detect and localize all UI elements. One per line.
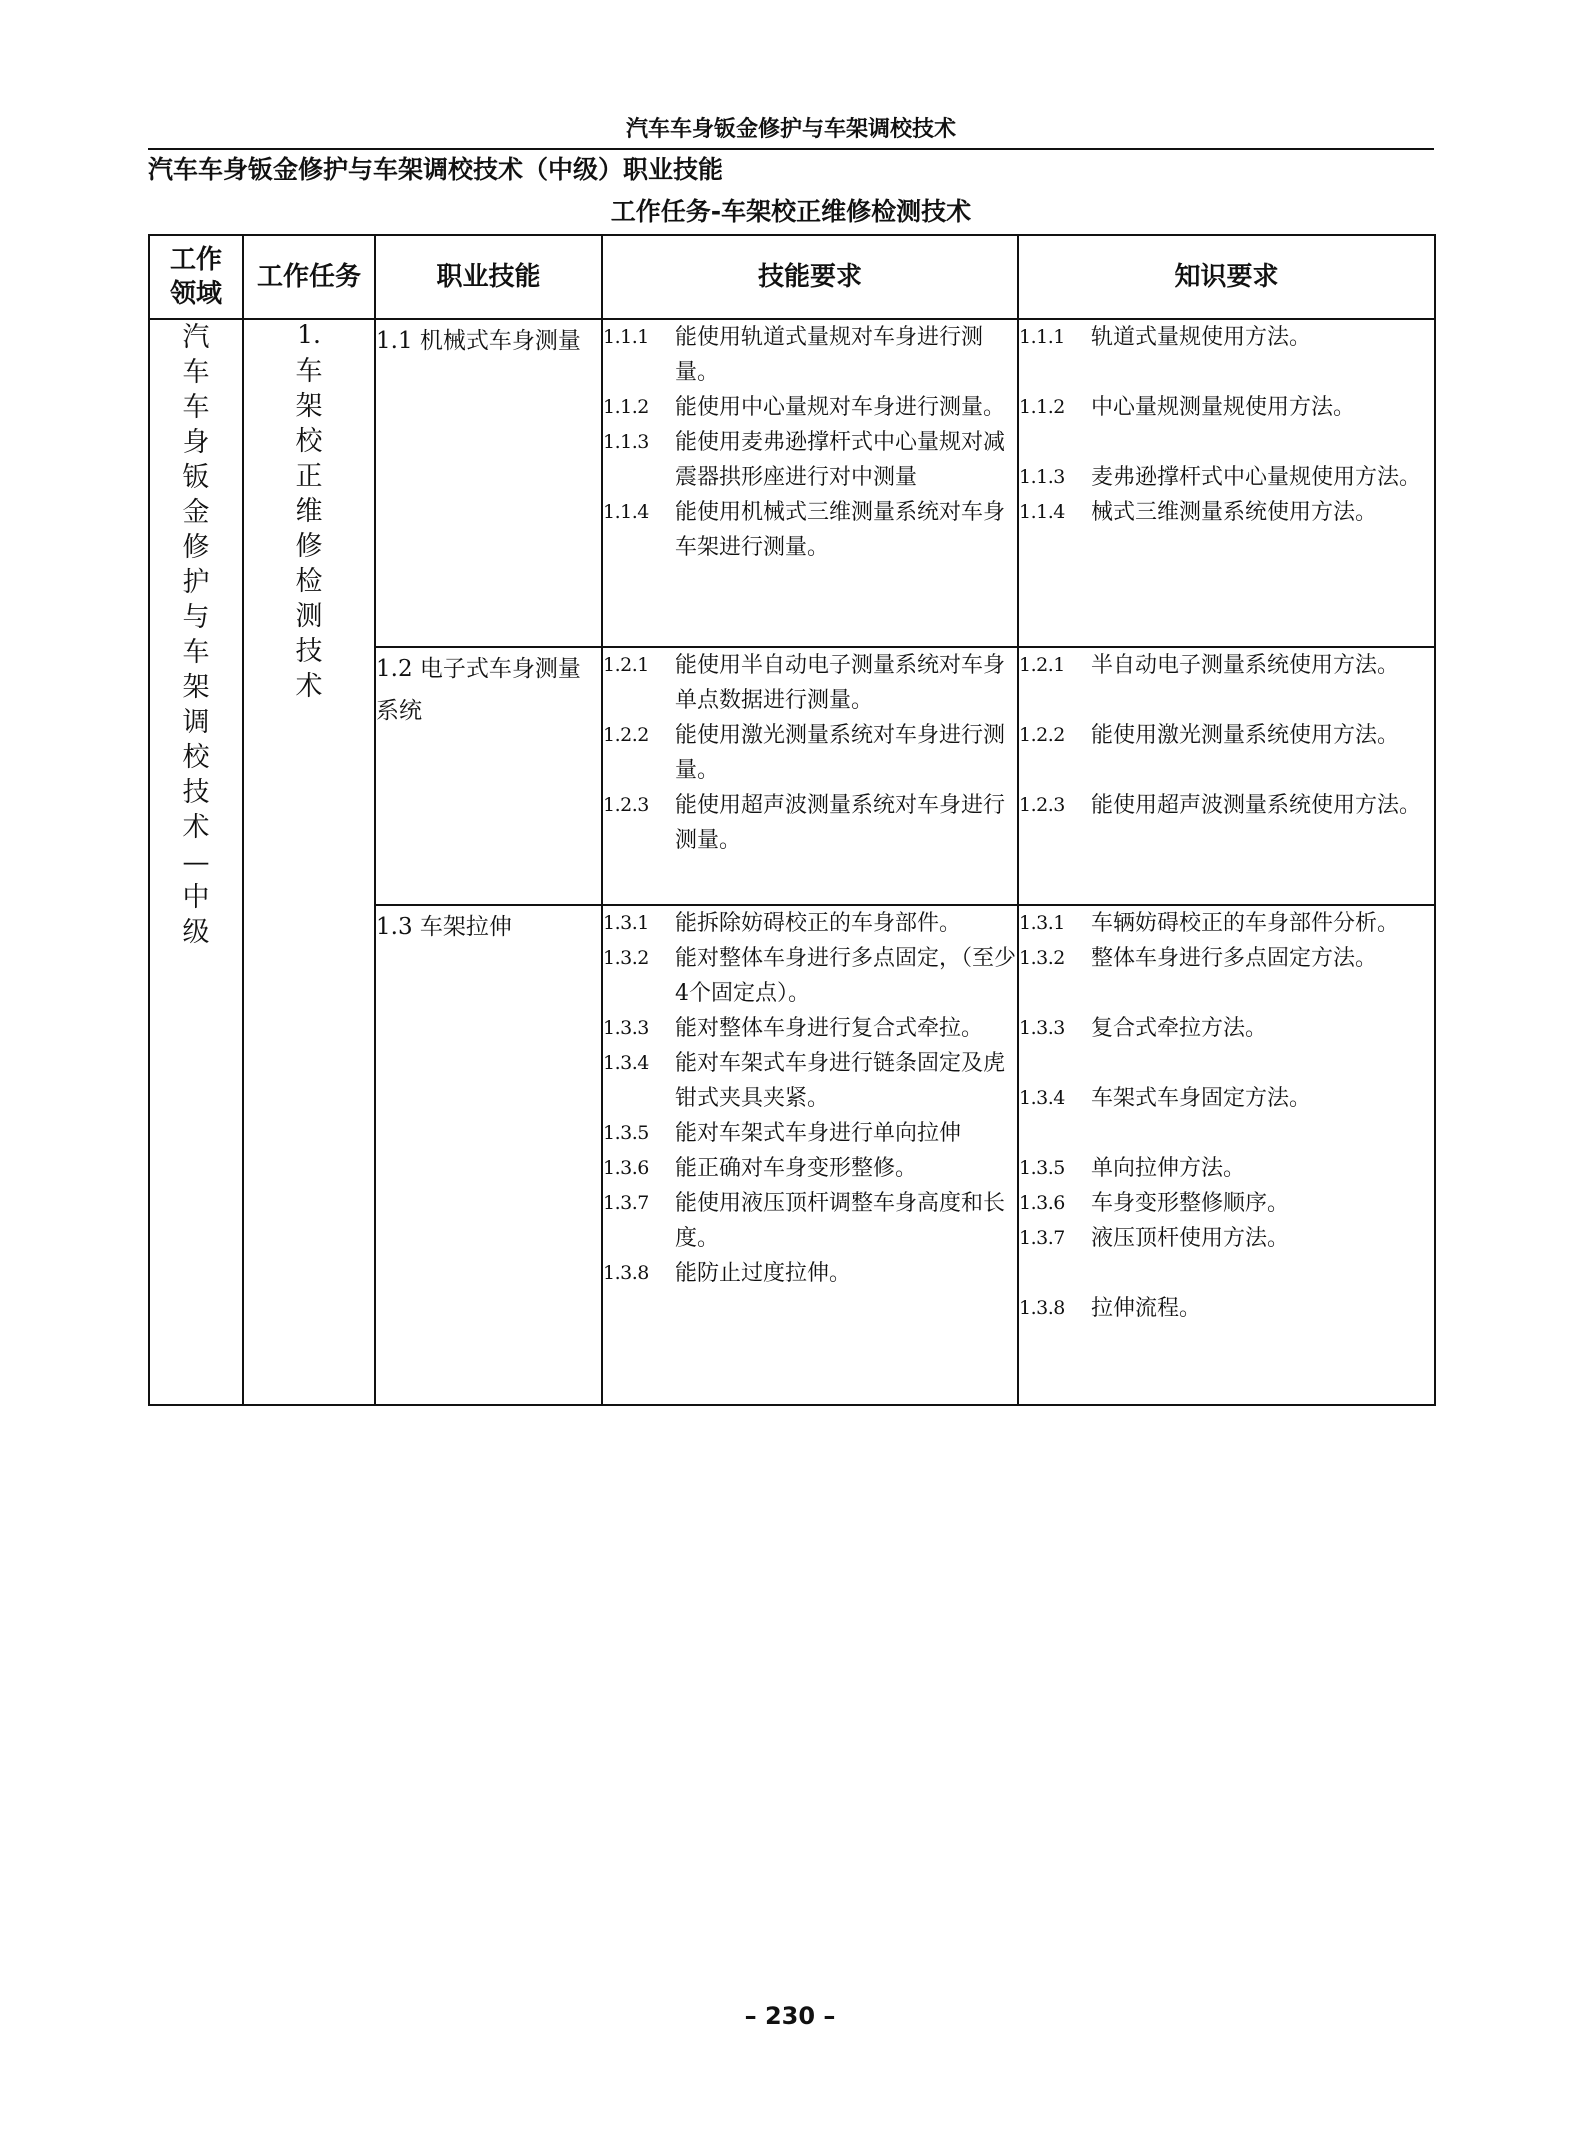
- list-item: 1.3.8 能防止过度拉伸。: [603, 1261, 852, 1286]
- list-item: 1.1.4 能使用机械式三维测量系统对车身车架进行测量。: [603, 500, 1006, 560]
- list-item: 1.1.4 械式三维测量系统使用方法。: [1019, 500, 1378, 525]
- list-item: 1.2.3 能使用超声波测量系统对车身进行测量。: [603, 793, 1006, 853]
- table-caption: 工作任务-车架校正维修检测技术: [610, 197, 972, 226]
- knowledge-cell: [1018, 905, 1435, 1405]
- list-item: 1.3.6 车身变形整修顺序。: [1019, 1191, 1290, 1216]
- list-item: 1.3.2 能对整体车身进行多点固定，（至少4个固定点）。: [603, 946, 1017, 1006]
- knowledge-cell: [1018, 647, 1435, 905]
- work-domain-text: 汽车车身钣金修护与车架调校技术—中级: [182, 322, 210, 948]
- skill-code: 1.3: [376, 914, 413, 940]
- list-item: 1.1.1 轨道式量规使用方法。: [1019, 325, 1312, 350]
- list-item: 1.2.2 能使用激光测量系统对车身进行测量。: [603, 723, 1006, 783]
- list-item: 1.2.3 能使用超声波测量系统使用方法。: [1019, 793, 1422, 818]
- list-item: 1.3.5 能对车架式车身进行单向拉伸: [603, 1121, 962, 1146]
- skill-code: 1.1: [376, 328, 413, 354]
- skill-name: 电子式车身测量系统: [376, 656, 581, 724]
- list-item: 1.3.3 能对整体车身进行复合式牵拉。: [603, 1016, 984, 1041]
- skill-cell: [375, 647, 602, 905]
- list-item: 1.2.1 能使用半自动电子测量系统对车身单点数据进行测量。: [603, 653, 1006, 713]
- list-item: 1.3.4 车架式车身固定方法。: [1019, 1086, 1312, 1111]
- header-knowledge-requirements: 知识要求: [1018, 235, 1435, 319]
- skill-cell: [375, 319, 602, 647]
- list-item: 1.3.7 能使用液压顶杆调整车身高度和长度。: [603, 1191, 1006, 1251]
- header-work-task: 工作任务: [243, 235, 375, 319]
- requirements-cell: [602, 905, 1018, 1405]
- requirements-cell: [602, 647, 1018, 905]
- list-item: 1.3.6 能正确对车身变形整修。: [603, 1156, 918, 1181]
- skill-name: 车架拉伸: [419, 914, 512, 940]
- skill-name: 机械式车身测量: [419, 328, 581, 354]
- list-item: 1.1.1 能使用轨道式量规对车身进行测量。: [603, 325, 984, 385]
- list-item: 1.1.3 能使用麦弗逊撑杆式中心量规对减震器拱形座进行对中测量: [603, 430, 1006, 490]
- table-row: [149, 319, 1435, 647]
- list-item: 1.3.1 车辆妨碍校正的车身部件分析。: [1019, 911, 1400, 936]
- list-item: 1.1.2 中心量规测量规使用方法。: [1019, 395, 1356, 420]
- list-item: 1.2.2 能使用激光测量系统使用方法。: [1019, 723, 1400, 748]
- list-item: 1.3.8 拉伸流程。: [1019, 1296, 1202, 1321]
- list-item: 1.3.2 整体车身进行多点固定方法。: [1019, 946, 1378, 971]
- requirements-cell: [602, 319, 1018, 647]
- running-header: 汽车车身钣金修护与车架调校技术: [148, 112, 1434, 150]
- header-work-domain: 工作领域: [149, 235, 243, 319]
- list-item: 1.1.3 麦弗逊撑杆式中心量规使用方法。: [1019, 465, 1422, 490]
- skill-code: 1.2: [376, 656, 413, 682]
- list-item: 1.3.1 能拆除妨碍校正的车身部件。: [603, 911, 962, 936]
- list-item: 1.3.3 复合式牵拉方法。: [1019, 1016, 1268, 1041]
- skill-cell: [375, 905, 602, 1405]
- task-number: 1.: [297, 320, 321, 349]
- header-vocational-skill: 职业技能: [375, 235, 602, 319]
- list-item: 1.3.4 能对车架式车身进行链条固定及虎钳式夹具夹紧。: [603, 1051, 1006, 1111]
- knowledge-cell: [1018, 319, 1435, 647]
- work-task-text: 车架校正维修检测技术: [295, 356, 323, 702]
- list-item: 1.3.7 液压顶杆使用方法。: [1019, 1226, 1290, 1251]
- table-header-row: [149, 235, 1435, 319]
- work-task-cell: [243, 319, 375, 1405]
- page-number: – 230 –: [744, 2002, 836, 2030]
- list-item: 1.2.1 半自动电子测量系统使用方法。: [1019, 653, 1400, 678]
- list-item: 1.3.5 单向拉伸方法。: [1019, 1156, 1246, 1181]
- work-domain-cell: [149, 319, 243, 1405]
- skills-table: [148, 234, 1436, 1406]
- list-item: 1.1.2 能使用中心量规对车身进行测量。: [603, 395, 1006, 420]
- document-title: 汽车车身钣金修护与车架调校技术（中级）职业技能: [148, 155, 724, 184]
- header-skill-requirements: 技能要求: [602, 235, 1018, 319]
